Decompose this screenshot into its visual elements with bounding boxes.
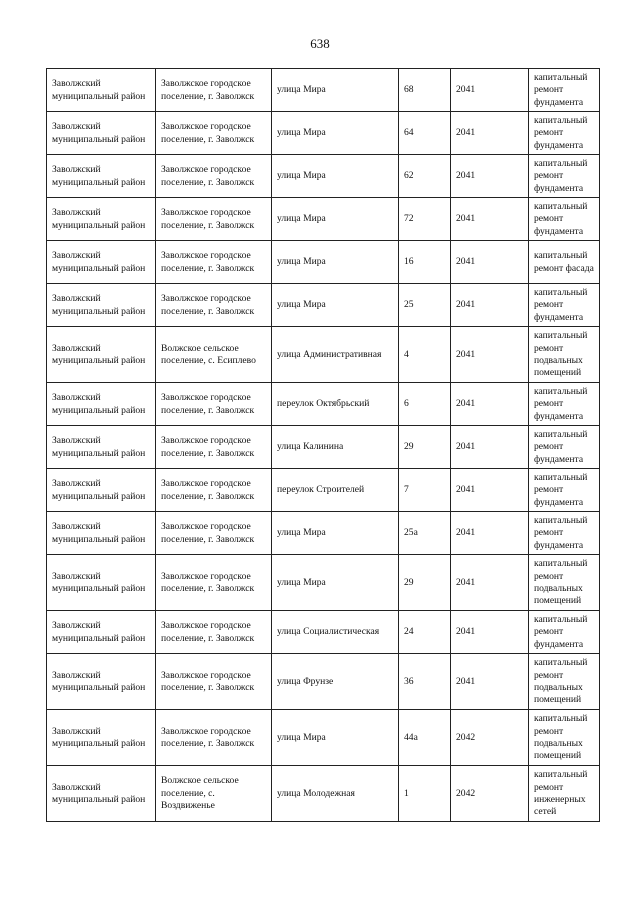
street-cell: улица Мира [272, 284, 399, 327]
settlement-cell: Заволжское городское поселение, г. Заволжск [156, 241, 272, 284]
work-type-cell: капитальный ремонт подвальных помещений [529, 327, 600, 383]
work-type-cell: капитальный ремонт фундамента [529, 426, 600, 469]
settlement-cell: Заволжское городское поселение, г. Заволжск [156, 710, 272, 766]
year-cell: 2041 [451, 198, 529, 241]
settlement-cell: Волжское сельское поселение, с. Воздвиженье [156, 766, 272, 822]
settlement-cell: Заволжское городское поселение, г. Заволжск [156, 69, 272, 112]
work-type-cell: капитальный ремонт фундамента [529, 198, 600, 241]
year-cell: 2041 [451, 512, 529, 555]
work-type-cell: капитальный ремонт подвальных помещений [529, 555, 600, 611]
table-row [47, 512, 600, 555]
table-row [47, 198, 600, 241]
table-row [47, 766, 600, 822]
district-cell: Заволжский муниципальный район [47, 155, 156, 198]
house-number-cell: 29 [399, 426, 451, 469]
house-number-cell: 44а [399, 710, 451, 766]
settlement-cell: Заволжское городское поселение, г. Заволжск [156, 198, 272, 241]
house-number-cell: 64 [399, 112, 451, 155]
district-cell: Заволжский муниципальный район [47, 284, 156, 327]
settlement-cell: Заволжское городское поселение, г. Заволжск [156, 654, 272, 710]
table-row [47, 69, 600, 112]
house-number-cell: 29 [399, 555, 451, 611]
page-number: 638 [310, 36, 330, 51]
district-cell: Заволжский муниципальный район [47, 555, 156, 611]
settlement-cell: Волжское сельское поселение, с. Есиплево [156, 327, 272, 383]
street-cell: улица Калинина [272, 426, 399, 469]
house-number-cell: 6 [399, 383, 451, 426]
street-cell: улица Молодежная [272, 766, 399, 822]
year-cell: 2041 [451, 241, 529, 284]
table-row [47, 469, 600, 512]
work-type-cell: капитальный ремонт фундамента [529, 69, 600, 112]
work-type-cell: капитальный ремонт фасада [529, 241, 600, 284]
table-body [47, 69, 600, 822]
table-row [47, 284, 600, 327]
street-cell: улица Мира [272, 710, 399, 766]
settlement-cell: Заволжское городское поселение, г. Заволжск [156, 112, 272, 155]
house-number-cell: 25а [399, 512, 451, 555]
table-row [47, 426, 600, 469]
district-cell: Заволжский муниципальный район [47, 766, 156, 822]
year-cell: 2041 [451, 155, 529, 198]
street-cell: улица Мира [272, 69, 399, 112]
repair-schedule-table [46, 68, 600, 822]
table-row [47, 710, 600, 766]
year-cell: 2041 [451, 69, 529, 112]
street-cell: переулок Октябрьский [272, 383, 399, 426]
table-row [47, 327, 600, 383]
year-cell: 2042 [451, 710, 529, 766]
street-cell: улица Мира [272, 241, 399, 284]
house-number-cell: 24 [399, 611, 451, 654]
street-cell: улица Мира [272, 512, 399, 555]
street-cell: улица Административная [272, 327, 399, 383]
house-number-cell: 16 [399, 241, 451, 284]
work-type-cell: капитальный ремонт фундамента [529, 155, 600, 198]
house-number-cell: 4 [399, 327, 451, 383]
work-type-cell: капитальный ремонт фундамента [529, 112, 600, 155]
district-cell: Заволжский муниципальный район [47, 112, 156, 155]
work-type-cell: капитальный ремонт фундамента [529, 383, 600, 426]
work-type-cell: капитальный ремонт инженерных сетей [529, 766, 600, 822]
district-cell: Заволжский муниципальный район [47, 69, 156, 112]
table-row [47, 555, 600, 611]
district-cell: Заволжский муниципальный район [47, 426, 156, 469]
street-cell: улица Социалистическая [272, 611, 399, 654]
year-cell: 2041 [451, 555, 529, 611]
year-cell: 2041 [451, 284, 529, 327]
year-cell: 2042 [451, 766, 529, 822]
street-cell: переулок Строителей [272, 469, 399, 512]
district-cell: Заволжский муниципальный район [47, 469, 156, 512]
work-type-cell: капитальный ремонт фундамента [529, 512, 600, 555]
settlement-cell: Заволжское городское поселение, г. Заволжск [156, 611, 272, 654]
table-row [47, 654, 600, 710]
district-cell: Заволжский муниципальный район [47, 327, 156, 383]
street-cell: улица Мира [272, 198, 399, 241]
house-number-cell: 25 [399, 284, 451, 327]
district-cell: Заволжский муниципальный район [47, 710, 156, 766]
street-cell: улица Мира [272, 155, 399, 198]
year-cell: 2041 [451, 112, 529, 155]
settlement-cell: Заволжское городское поселение, г. Заволжск [156, 555, 272, 611]
house-number-cell: 72 [399, 198, 451, 241]
year-cell: 2041 [451, 426, 529, 469]
street-cell: улица Мира [272, 555, 399, 611]
year-cell: 2041 [451, 654, 529, 710]
year-cell: 2041 [451, 611, 529, 654]
district-cell: Заволжский муниципальный район [47, 241, 156, 284]
settlement-cell: Заволжское городское поселение, г. Заволжск [156, 284, 272, 327]
house-number-cell: 36 [399, 654, 451, 710]
year-cell: 2041 [451, 327, 529, 383]
table-row [47, 155, 600, 198]
house-number-cell: 7 [399, 469, 451, 512]
table-row [47, 383, 600, 426]
house-number-cell: 62 [399, 155, 451, 198]
settlement-cell: Заволжское городское поселение, г. Заволжск [156, 155, 272, 198]
work-type-cell: капитальный ремонт подвальных помещений [529, 654, 600, 710]
settlement-cell: Заволжское городское поселение, г. Заволжск [156, 383, 272, 426]
year-cell: 2041 [451, 383, 529, 426]
house-number-cell: 1 [399, 766, 451, 822]
district-cell: Заволжский муниципальный район [47, 654, 156, 710]
table-row [47, 112, 600, 155]
work-type-cell: капитальный ремонт фундамента [529, 611, 600, 654]
district-cell: Заволжский муниципальный район [47, 198, 156, 241]
table-row [47, 611, 600, 654]
settlement-cell: Заволжское городское поселение, г. Заволжск [156, 426, 272, 469]
house-number-cell: 68 [399, 69, 451, 112]
district-cell: Заволжский муниципальный район [47, 512, 156, 555]
work-type-cell: капитальный ремонт фундамента [529, 469, 600, 512]
street-cell: улица Мира [272, 112, 399, 155]
district-cell: Заволжский муниципальный район [47, 383, 156, 426]
settlement-cell: Заволжское городское поселение, г. Заволжск [156, 469, 272, 512]
district-cell: Заволжский муниципальный район [47, 611, 156, 654]
settlement-cell: Заволжское городское поселение, г. Заволжск [156, 512, 272, 555]
street-cell: улица Фрунзе [272, 654, 399, 710]
work-type-cell: капитальный ремонт подвальных помещений [529, 710, 600, 766]
year-cell: 2041 [451, 469, 529, 512]
work-type-cell: капитальный ремонт фундамента [529, 284, 600, 327]
table-row [47, 241, 600, 284]
